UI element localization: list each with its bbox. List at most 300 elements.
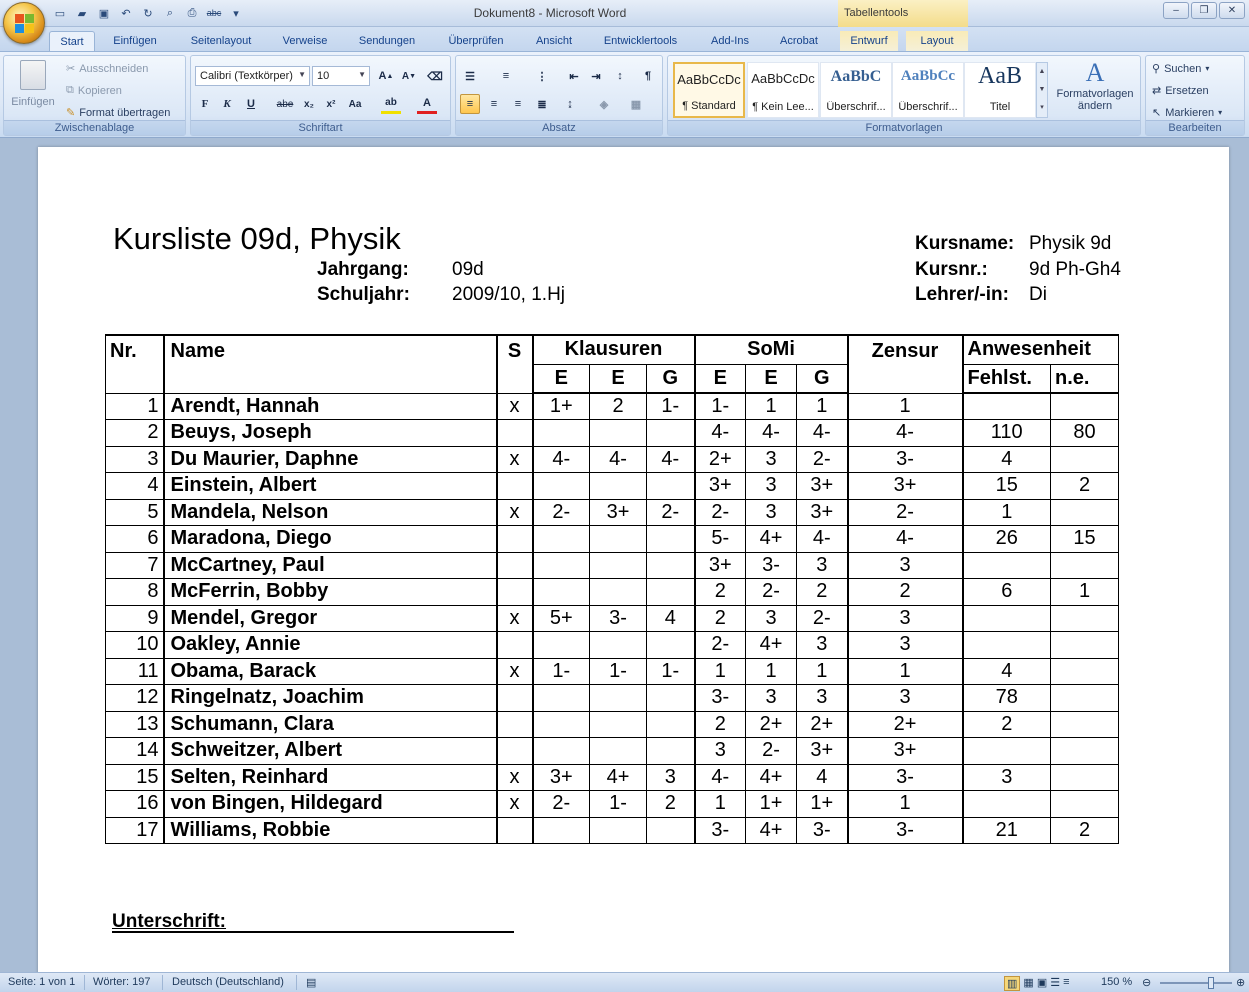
cell-f[interactable]: 21 <box>963 817 1051 844</box>
tab-layout[interactable]: Layout <box>906 31 968 51</box>
cell-k3[interactable] <box>647 685 695 712</box>
cell-s3[interactable]: 4- <box>797 526 848 553</box>
cell-name[interactable]: McCartney, Paul <box>164 552 497 579</box>
shrink-font-icon[interactable]: A ▼ <box>401 70 417 82</box>
office-button[interactable] <box>3 2 45 44</box>
document-page[interactable] <box>38 147 1229 977</box>
outline-icon[interactable]: ☰ <box>1050 977 1061 989</box>
cell-n[interactable] <box>1051 658 1119 685</box>
tab-ansicht[interactable]: Ansicht <box>535 35 573 47</box>
cell-nr[interactable]: 10 <box>106 632 164 659</box>
cell-k2[interactable]: 4+ <box>590 764 647 791</box>
cell-k3[interactable] <box>647 579 695 606</box>
cell-nr[interactable]: 2 <box>106 420 164 447</box>
scissors-icon: ✂ <box>66 63 76 75</box>
cell-name[interactable]: Williams, Robbie <box>164 817 497 844</box>
cell-z[interactable]: 3 <box>848 632 963 659</box>
cell-s3[interactable]: 2+ <box>797 711 848 738</box>
cell-f[interactable]: 15 <box>963 473 1051 500</box>
header-anwesenheit: Anwesenheit <box>963 335 1119 364</box>
cell-k1[interactable] <box>533 817 590 844</box>
cell-s[interactable]: x <box>497 605 533 632</box>
cell-k1[interactable]: 4- <box>533 446 590 473</box>
cell-k3[interactable] <box>647 552 695 579</box>
cell-s1[interactable]: 2 <box>695 605 746 632</box>
language[interactable]: Deutsch (Deutschland) <box>172 976 284 988</box>
cell-s1[interactable]: 4- <box>695 764 746 791</box>
numbering-icon[interactable]: ≡ <box>502 70 510 82</box>
cell-n[interactable]: 2 <box>1051 817 1119 844</box>
cell-s1[interactable]: 2- <box>695 499 746 526</box>
cell-s[interactable] <box>497 579 533 606</box>
cell-s3[interactable]: 2- <box>797 605 848 632</box>
cell-f[interactable]: 4 <box>963 658 1051 685</box>
cell-s3[interactable]: 1 <box>797 393 848 420</box>
cell-n[interactable] <box>1051 499 1119 526</box>
justify-icon[interactable]: ≣ <box>537 98 547 111</box>
cell-f[interactable] <box>963 552 1051 579</box>
pilcrow-icon[interactable]: ¶ <box>644 70 652 82</box>
table-row <box>106 685 1119 712</box>
cell-z[interactable]: 3+ <box>848 738 963 765</box>
cell-n[interactable] <box>1051 446 1119 473</box>
cell-n[interactable] <box>1051 632 1119 659</box>
replace-icon: ⇄ <box>1152 85 1162 97</box>
tab-sendungen[interactable]: Sendungen <box>358 35 416 47</box>
cell-k1[interactable] <box>533 738 590 765</box>
cell-name[interactable]: McFerrin, Bobby <box>164 579 497 606</box>
tab-verweise[interactable]: Verweise <box>282 35 328 47</box>
borders-icon[interactable]: ▦ <box>630 98 642 111</box>
cell-s2[interactable]: 3 <box>746 605 797 632</box>
cell-z[interactable]: 1 <box>848 393 963 420</box>
cell-s3[interactable]: 1+ <box>797 791 848 818</box>
cell-k2[interactable] <box>590 473 647 500</box>
cell-s[interactable]: x <box>497 446 533 473</box>
cell-s3[interactable]: 3 <box>797 632 848 659</box>
cell-name[interactable]: Oakley, Annie <box>164 632 497 659</box>
cell-s3[interactable]: 1 <box>797 658 848 685</box>
cell-k2[interactable] <box>590 817 647 844</box>
cell-z[interactable]: 4- <box>848 526 963 553</box>
minimize-icon[interactable]: – <box>1163 2 1189 19</box>
cell-s2[interactable]: 1 <box>746 658 797 685</box>
cell-s3[interactable]: 4- <box>797 420 848 447</box>
copy-icon: ⧉ <box>66 84 74 96</box>
cell-n[interactable] <box>1051 552 1119 579</box>
cell-n[interactable] <box>1051 764 1119 791</box>
cell-k1[interactable]: 3+ <box>533 764 590 791</box>
bold-icon[interactable]: F <box>201 98 209 110</box>
align-left-icon[interactable]: ≡ <box>460 94 480 114</box>
cell-s[interactable] <box>497 711 533 738</box>
cell-s1[interactable]: 2 <box>695 711 746 738</box>
cell-s3[interactable]: 2- <box>797 446 848 473</box>
tab-entwicklertools[interactable]: Entwicklertools <box>603 35 678 47</box>
cell-k2[interactable] <box>590 711 647 738</box>
cell-s1[interactable]: 1- <box>695 393 746 420</box>
zoom-in-icon[interactable]: ⊕ <box>1236 977 1246 989</box>
cell-f[interactable]: 2 <box>963 711 1051 738</box>
cell-s1[interactable]: 2 <box>695 579 746 606</box>
cell-z[interactable]: 3- <box>848 446 963 473</box>
cell-f[interactable]: 26 <box>963 526 1051 553</box>
cell-s2[interactable]: 4+ <box>746 764 797 791</box>
cell-k3[interactable] <box>647 632 695 659</box>
header-s: S <box>497 335 533 393</box>
align-center-icon[interactable]: ≡ <box>490 98 498 110</box>
cell-k1[interactable] <box>533 552 590 579</box>
cell-s3[interactable]: 3+ <box>797 499 848 526</box>
styles-scroll[interactable]: ▲ ▼ ▾ <box>1036 62 1048 118</box>
cell-f[interactable] <box>963 791 1051 818</box>
cell-s[interactable]: x <box>497 764 533 791</box>
cell-k2[interactable]: 4- <box>590 446 647 473</box>
save-icon[interactable]: ▣ <box>98 7 110 20</box>
cell-name[interactable]: Mandela, Nelson <box>164 499 497 526</box>
close-icon[interactable]: ✕ <box>1219 2 1245 19</box>
bullets-icon[interactable]: ☰ <box>465 70 475 83</box>
cell-n[interactable] <box>1051 791 1119 818</box>
cell-z[interactable]: 2+ <box>848 711 963 738</box>
zoom-slider-thumb[interactable] <box>1208 977 1214 989</box>
font-size-select[interactable] <box>312 66 370 86</box>
cell-s[interactable] <box>497 526 533 553</box>
cell-k2[interactable]: 3- <box>590 605 647 632</box>
cell-s[interactable] <box>497 552 533 579</box>
cell-s[interactable]: x <box>497 658 533 685</box>
cell-s[interactable] <box>497 632 533 659</box>
cell-s[interactable]: x <box>497 393 533 420</box>
cell-nr[interactable]: 4 <box>106 473 164 500</box>
cell-k3[interactable] <box>647 817 695 844</box>
copy-button[interactable] <box>66 84 122 97</box>
cell-s[interactable] <box>497 817 533 844</box>
format-painter-button[interactable] <box>66 106 170 119</box>
tab-acrobat[interactable]: Acrobat <box>780 35 818 47</box>
select-button[interactable] <box>1152 106 1222 119</box>
cell-z[interactable]: 1 <box>848 658 963 685</box>
cell-k2[interactable] <box>590 632 647 659</box>
cell-name[interactable]: Selten, Reinhard <box>164 764 497 791</box>
italic-icon[interactable]: K <box>223 98 231 110</box>
cell-name[interactable]: Maradona, Diego <box>164 526 497 553</box>
cell-k1[interactable]: 1- <box>533 658 590 685</box>
cell-s2[interactable]: 2- <box>746 738 797 765</box>
cell-k1[interactable] <box>533 685 590 712</box>
cell-k3[interactable]: 2- <box>647 499 695 526</box>
cell-k3[interactable] <box>647 473 695 500</box>
cell-nr[interactable]: 14 <box>106 738 164 765</box>
cell-s2[interactable]: 4+ <box>746 817 797 844</box>
cell-s2[interactable]: 1 <box>746 393 797 420</box>
subscript-icon[interactable]: x₂ <box>303 98 314 110</box>
editing-group <box>1145 55 1245 136</box>
cell-k3[interactable] <box>647 526 695 553</box>
cell-s2[interactable]: 3 <box>746 473 797 500</box>
draft-icon[interactable]: ≡ <box>1063 976 1070 988</box>
cell-n[interactable] <box>1051 685 1119 712</box>
cell-name[interactable]: Ringelnatz, Joachim <box>164 685 497 712</box>
cell-k1[interactable]: 1+ <box>533 393 590 420</box>
cell-s3[interactable]: 2 <box>797 579 848 606</box>
web-layout-icon[interactable]: ▣ <box>1036 977 1048 989</box>
cell-s[interactable]: x <box>497 499 533 526</box>
tab-seitenlayout[interactable]: Seitenlayout <box>190 35 252 47</box>
cell-z[interactable]: 3 <box>848 685 963 712</box>
cell-s2[interactable]: 3 <box>746 499 797 526</box>
restore-icon[interactable]: ❐ <box>1191 2 1217 19</box>
cell-k2[interactable]: 2 <box>590 393 647 420</box>
cell-k1[interactable] <box>533 579 590 606</box>
line-spacing-icon[interactable]: ↨ <box>567 98 573 110</box>
tab-entwurf[interactable]: Entwurf <box>840 31 898 51</box>
cell-nr[interactable]: 3 <box>106 446 164 473</box>
cell-s2[interactable]: 3 <box>746 685 797 712</box>
cell-f[interactable] <box>963 738 1051 765</box>
cell-nr[interactable]: 7 <box>106 552 164 579</box>
cell-f[interactable] <box>963 393 1051 420</box>
cell-name[interactable]: Einstein, Albert <box>164 473 497 500</box>
cell-k1[interactable]: 2- <box>533 791 590 818</box>
cut-button[interactable] <box>66 62 148 75</box>
cell-z[interactable]: 3 <box>848 552 963 579</box>
cell-k2[interactable]: 1- <box>590 791 647 818</box>
cell-k1[interactable]: 5+ <box>533 605 590 632</box>
cell-f[interactable] <box>963 632 1051 659</box>
cell-k3[interactable]: 4- <box>647 446 695 473</box>
cell-nr[interactable]: 9 <box>106 605 164 632</box>
cell-f[interactable]: 4 <box>963 446 1051 473</box>
cell-name[interactable]: Du Maurier, Daphne <box>164 446 497 473</box>
print-preview-icon[interactable]: ⌕ <box>166 6 174 19</box>
word-count[interactable]: Wörter: 197 <box>93 976 151 988</box>
cell-s3[interactable]: 3+ <box>797 738 848 765</box>
cell-z[interactable]: 1 <box>848 791 963 818</box>
cell-k1[interactable] <box>533 473 590 500</box>
cell-s2[interactable]: 1+ <box>746 791 797 818</box>
cell-s[interactable] <box>497 420 533 447</box>
cell-s1[interactable]: 5- <box>695 526 746 553</box>
cell-s3[interactable]: 3 <box>797 685 848 712</box>
cell-z[interactable]: 2- <box>848 499 963 526</box>
cell-k2[interactable] <box>590 420 647 447</box>
cell-f[interactable]: 110 <box>963 420 1051 447</box>
document-area <box>0 139 1249 972</box>
cell-k3[interactable] <box>647 420 695 447</box>
styles-group <box>667 55 1141 136</box>
cell-k3[interactable]: 1- <box>647 658 695 685</box>
underline-icon[interactable]: U <box>247 98 255 110</box>
cell-s3[interactable]: 3 <box>797 552 848 579</box>
cell-nr[interactable]: 15 <box>106 764 164 791</box>
cell-n[interactable] <box>1051 393 1119 420</box>
cell-s1[interactable]: 1 <box>695 791 746 818</box>
macro-record-icon[interactable]: ▤ <box>306 977 317 989</box>
font-color-icon[interactable]: A <box>417 94 437 114</box>
change-case-icon[interactable]: Aa <box>348 98 362 110</box>
multilevel-list-icon[interactable]: ⋮ <box>536 70 548 83</box>
cell-s1[interactable]: 4- <box>695 420 746 447</box>
new-document-icon[interactable]: ▭ <box>54 7 66 20</box>
shading-icon[interactable]: ◈ <box>599 98 609 111</box>
cell-name[interactable]: Beuys, Joseph <box>164 420 497 447</box>
cell-z[interactable]: 3- <box>848 817 963 844</box>
style-ueberschrift-1[interactable] <box>820 62 892 118</box>
cell-s1[interactable]: 2- <box>695 632 746 659</box>
page-count[interactable]: Seite: 1 von 1 <box>8 976 76 988</box>
paste-button[interactable] <box>8 58 58 118</box>
open-folder-icon[interactable]: ▰ <box>77 7 87 20</box>
cell-name[interactable]: Schweitzer, Albert <box>164 738 497 765</box>
cell-f[interactable] <box>963 605 1051 632</box>
cell-n[interactable]: 1 <box>1051 579 1119 606</box>
cell-k2[interactable]: 1- <box>590 658 647 685</box>
cell-k3[interactable] <box>647 738 695 765</box>
editing-group-label: Bearbeiten <box>1146 120 1244 135</box>
cell-name[interactable]: Obama, Barack <box>164 658 497 685</box>
cell-name[interactable]: Schumann, Clara <box>164 711 497 738</box>
cell-s3[interactable]: 3+ <box>797 473 848 500</box>
cell-s2[interactable]: 2- <box>746 579 797 606</box>
style-kein-leerraum[interactable] <box>747 62 819 118</box>
cell-k3[interactable]: 3 <box>647 764 695 791</box>
decrease-indent-icon[interactable]: ⇤ <box>569 70 579 83</box>
cell-k1[interactable] <box>533 632 590 659</box>
cell-k3[interactable]: 1- <box>647 393 695 420</box>
cell-s1[interactable]: 3+ <box>695 552 746 579</box>
cell-z[interactable]: 4- <box>848 420 963 447</box>
tab-addins[interactable]: Add-Ins <box>711 35 749 47</box>
cell-n[interactable]: 15 <box>1051 526 1119 553</box>
cell-z[interactable]: 3 <box>848 605 963 632</box>
cell-k2[interactable] <box>590 552 647 579</box>
cell-n[interactable]: 2 <box>1051 473 1119 500</box>
cell-k1[interactable] <box>533 420 590 447</box>
cell-f[interactable]: 3 <box>963 764 1051 791</box>
cell-n[interactable]: 80 <box>1051 420 1119 447</box>
cell-k2[interactable] <box>590 526 647 553</box>
cell-nr[interactable]: 12 <box>106 685 164 712</box>
cell-k2[interactable]: 3+ <box>590 499 647 526</box>
style-ueberschrift-2[interactable] <box>892 62 964 118</box>
replace-button[interactable] <box>1152 84 1209 97</box>
clear-formatting-icon[interactable]: ⌫ <box>427 70 443 83</box>
full-screen-reading-icon[interactable]: ▦ <box>1023 977 1034 989</box>
cell-s1[interactable]: 2+ <box>695 446 746 473</box>
superscript-icon[interactable]: x² <box>326 98 336 110</box>
sort-icon[interactable]: ↕ <box>617 70 623 82</box>
spelling-icon[interactable]: abc <box>206 8 222 18</box>
office-logo-icon <box>15 14 35 34</box>
cell-s[interactable] <box>497 473 533 500</box>
course-table[interactable] <box>105 334 1119 844</box>
zoom-level[interactable]: 150 % <box>1101 976 1133 988</box>
cell-k3[interactable]: 2 <box>647 791 695 818</box>
cell-k1[interactable] <box>533 526 590 553</box>
cell-k3[interactable]: 4 <box>647 605 695 632</box>
cell-k2[interactable] <box>590 738 647 765</box>
change-styles-button[interactable] <box>1052 58 1138 120</box>
cell-s2[interactable]: 2+ <box>746 711 797 738</box>
cell-nr[interactable]: 13 <box>106 711 164 738</box>
align-right-icon[interactable]: ≡ <box>514 98 522 110</box>
grow-font-icon[interactable]: A ▲ <box>378 70 394 82</box>
style-standard[interactable] <box>673 62 745 118</box>
cell-s3[interactable]: 3- <box>797 817 848 844</box>
undo-icon[interactable]: ↶ <box>121 7 131 20</box>
cell-s[interactable] <box>497 738 533 765</box>
cell-n[interactable] <box>1051 605 1119 632</box>
cell-s2[interactable]: 4- <box>746 420 797 447</box>
cell-k2[interactable] <box>590 685 647 712</box>
cell-nr[interactable]: 16 <box>106 791 164 818</box>
cell-s1[interactable]: 3 <box>695 738 746 765</box>
cell-z[interactable]: 3+ <box>848 473 963 500</box>
cell-n[interactable] <box>1051 738 1119 765</box>
customize-qat-icon[interactable]: ▾ <box>233 7 239 20</box>
tab-ueberpruefen[interactable]: Überprüfen <box>448 35 504 47</box>
cell-name[interactable]: Arendt, Hannah <box>164 393 497 420</box>
cell-k3[interactable] <box>647 711 695 738</box>
cell-s1[interactable]: 3+ <box>695 473 746 500</box>
cell-z[interactable]: 2 <box>848 579 963 606</box>
cell-s[interactable] <box>497 685 533 712</box>
strikethrough-icon[interactable]: abe <box>276 98 294 110</box>
cell-n[interactable] <box>1051 711 1119 738</box>
cell-f[interactable]: 6 <box>963 579 1051 606</box>
cell-name[interactable]: von Bingen, Hildegard <box>164 791 497 818</box>
cell-name[interactable]: Mendel, Gregor <box>164 605 497 632</box>
cell-s1[interactable]: 3- <box>695 685 746 712</box>
cell-f[interactable]: 78 <box>963 685 1051 712</box>
cell-s1[interactable]: 3- <box>695 817 746 844</box>
cell-s2[interactable]: 4+ <box>746 632 797 659</box>
highlight-icon[interactable]: ab <box>381 94 401 114</box>
cell-k1[interactable]: 2- <box>533 499 590 526</box>
zoom-out-icon[interactable]: ⊖ <box>1142 977 1152 989</box>
cell-k2[interactable] <box>590 579 647 606</box>
tab-start[interactable]: Start <box>49 31 95 51</box>
font-size-value: 10 <box>317 70 330 82</box>
cell-nr[interactable]: 5 <box>106 499 164 526</box>
print-layout-icon[interactable]: ▥ <box>1004 976 1020 991</box>
cell-s2[interactable]: 3- <box>746 552 797 579</box>
cell-s[interactable]: x <box>497 791 533 818</box>
document-title: Kursliste 09d, Physik <box>113 221 401 256</box>
cell-f[interactable]: 1 <box>963 499 1051 526</box>
cell-nr[interactable]: 6 <box>106 526 164 553</box>
cell-k1[interactable] <box>533 711 590 738</box>
style-titel[interactable] <box>964 62 1036 118</box>
font-name-select[interactable] <box>195 66 310 86</box>
print-icon[interactable]: ⎙ <box>187 6 197 19</box>
find-button[interactable] <box>1152 62 1209 75</box>
tab-einfuegen[interactable]: Einfügen <box>113 35 157 47</box>
cell-s1[interactable]: 1 <box>695 658 746 685</box>
cell-nr[interactable]: 17 <box>106 817 164 844</box>
cell-nr[interactable]: 11 <box>106 658 164 685</box>
zoom-slider[interactable] <box>1160 982 1232 984</box>
cell-s3[interactable]: 4 <box>797 764 848 791</box>
increase-indent-icon[interactable]: ⇥ <box>591 70 601 83</box>
cell-z[interactable]: 3- <box>848 764 963 791</box>
redo-icon[interactable]: ↻ <box>143 7 153 20</box>
cell-nr[interactable]: 1 <box>106 393 164 420</box>
cell-nr[interactable]: 8 <box>106 579 164 606</box>
cell-s2[interactable]: 3 <box>746 446 797 473</box>
cell-s2[interactable]: 4+ <box>746 526 797 553</box>
